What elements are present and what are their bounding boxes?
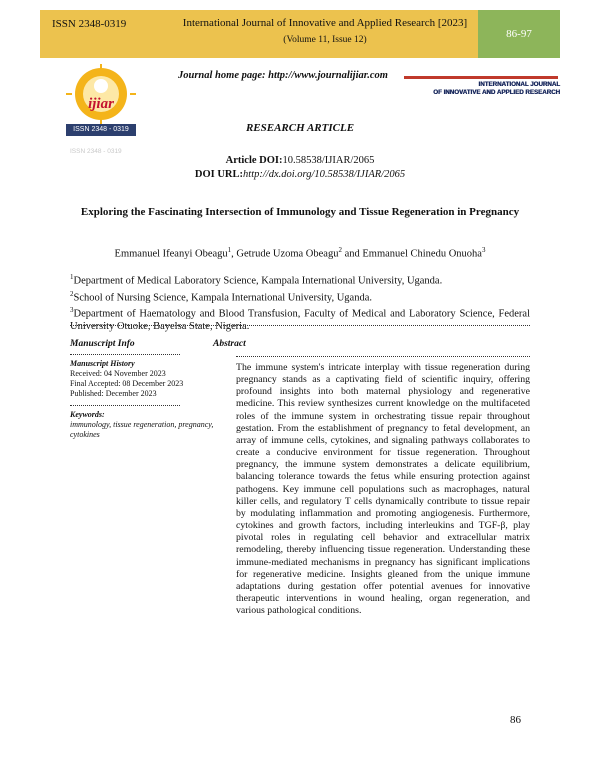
accepted-date: Final Accepted: 08 December 2023 (70, 379, 184, 388)
journal-name-line1: INTERNATIONAL JOURNAL (478, 81, 560, 88)
keywords-divider (70, 405, 180, 406)
article-type-label: RESEARCH ARTICLE (245, 122, 355, 134)
header-issn: ISSN 2348-0319 (52, 18, 127, 30)
affiliation-3 (70, 304, 530, 333)
header-journal (172, 15, 478, 49)
header-pages: 86-97 (478, 10, 560, 58)
manuscript-info-label: Manuscript Info (70, 339, 135, 349)
section-divider (70, 325, 530, 326)
article-type (0, 122, 600, 134)
affiliation-3-text: Department of Haematology and Blood Transfusion, Faculty of Medical and Laboratory Science, Federal University Otuoke, Bayelsa State, Nigeria. (70, 308, 530, 332)
received-date: Received: 04 November 2023 (70, 369, 166, 378)
header-journal-name: International Journal of Innovative and Applied Research [2023] (182, 17, 468, 29)
header-volume: (Volume 11, Issue 12) (283, 35, 367, 45)
logo-issn: ISSN 2348 - 0319 (66, 124, 136, 136)
author-1-sup: 1 (227, 246, 232, 254)
affiliation-2-sup: 2 (70, 289, 74, 298)
author-2: Getrude Uzoma Obeagu (236, 248, 339, 260)
keywords-label: Keywords: (70, 410, 105, 419)
affiliation-3-sup: 3 (70, 306, 74, 314)
page-number: 86 (510, 714, 521, 726)
affiliation-1-sup: 1 (70, 273, 74, 281)
author-sep-1: , (231, 248, 237, 260)
logo-text: ijiar (88, 96, 114, 112)
doi-block (0, 154, 600, 182)
abstract-text: The immune system's intricate interplay with tissue regeneration during pregnancy stands as a captivating field of scientific inquiry, offering profound insights into both maternal physiology and regenerative medicine. This review synthesizes current knowledge on the multifaceted roles of the immune system in orchestrating tissue repair throughout gestation. From the establishment of pregnancy to fetal development, an array of immune cells, cytokines, and signaling pathways collaborates to create a conducive environment for tissue regeneration. Throughout pregnancy, the immune system demonstrates a delicate equilibrium, balancing tolerance towards the fetus while ensuring protection against pathogens. Key immune cell populations such as macrophages, natural killer cells, and regulatory T cells dynamically contribute to tissue repair by modulating inflammation and promoting angiogenesis. Furthermore, cytokines and growth factors, including interleukins and TGF-β, play pivotal roles in regulating cell behavior and extracellular matrix remodeling, thereby influencing tissue regeneration. Understanding these immune-mediated mechanisms in pregnancy has significant implications for regenerative medicine. Insights gleaned from the unique immune adaptations during gestation offer potential avenues for innovative therapeutic interventions in wound healing, organ regeneration, and various pathological conditions. (236, 362, 530, 617)
paper-title: Exploring the Fascinating Intersection of Immunology and Tissue Regeneration in Pregnancy (80, 206, 520, 218)
doi-url-label: DOI URL: (194, 169, 244, 180)
header-left-band (40, 10, 478, 58)
published-date: Published: December 2023 (70, 389, 157, 398)
manuscript-history-label: Manuscript History (70, 359, 135, 368)
manuscript-info (70, 352, 220, 440)
author-1: Emmanuel Ifeanyi Obeagu (114, 248, 228, 260)
affiliation-1-text: Department of Medical Laboratory Science, Kampala International University, Uganda. (73, 275, 443, 287)
journal-header (40, 10, 560, 58)
sun-logo-icon (66, 64, 136, 124)
doi-label: Article DOI: (225, 155, 283, 166)
doi-url-link[interactable]: http://dx.doi.org/10.58538/IJIAR/2065 (243, 169, 406, 180)
affiliation-2 (70, 288, 530, 305)
logo-ghost-text: ISSN 2348 - 0319 (70, 148, 122, 155)
affiliation-2-text: School of Nursing Science, Kampala International University, Uganda. (73, 292, 372, 303)
journal-name-rule (404, 76, 558, 79)
author-3: Emmanuel Chinedu Onuoha (362, 248, 482, 260)
affiliation-1 (70, 271, 530, 288)
author-list (0, 246, 600, 260)
author-3-sup: 3 (481, 246, 486, 254)
journal-name-block (400, 81, 560, 97)
keywords-list: immunology, tissue regeneration, pregnancy, cytokines (70, 420, 214, 439)
info-divider (70, 354, 180, 355)
affiliations (70, 271, 530, 333)
author-2-sup: 2 (338, 246, 342, 254)
abstract-label: Abstract (213, 339, 246, 349)
abstract-divider (236, 356, 530, 357)
doi-value: 10.58538/IJIAR/2065 (282, 155, 375, 166)
author-sep-2: and (341, 248, 363, 260)
journal-home-link[interactable]: Journal home page: http://www.journalijiar.com (178, 70, 388, 81)
journal-name-line2: OF INNOVATIVE AND APPLIED RESEARCH (433, 89, 560, 96)
